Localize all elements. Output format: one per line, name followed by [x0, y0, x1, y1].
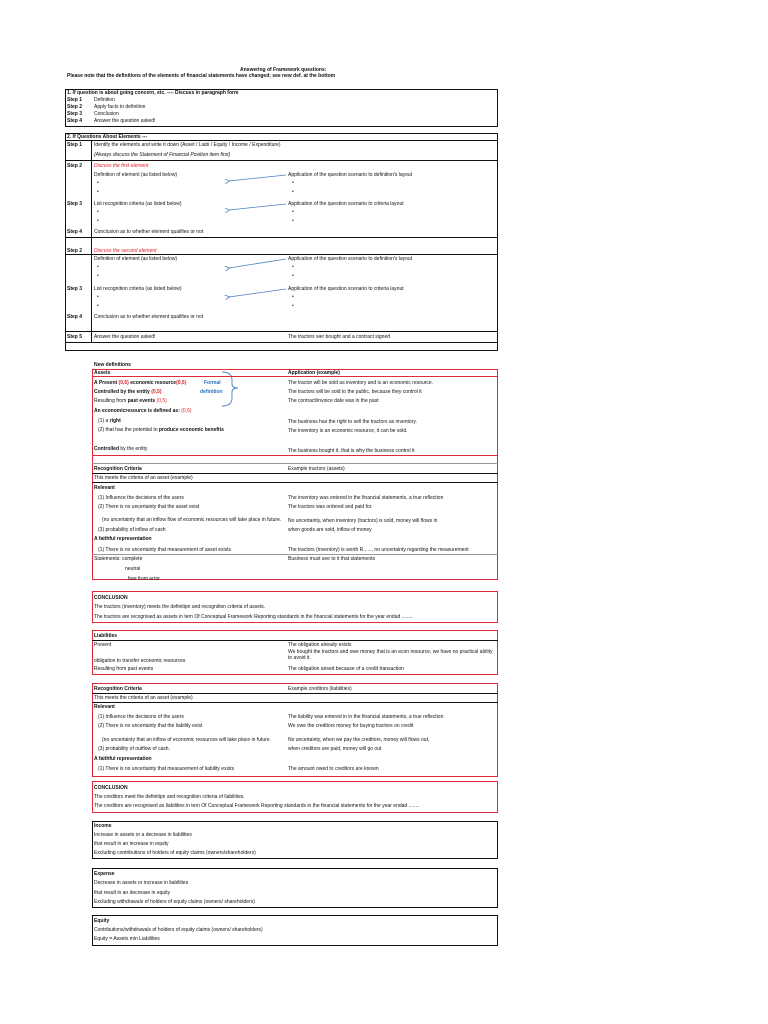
second-recognition: List recognition criteria (as listed below): [94, 286, 182, 292]
section2-heading: 2. If Questions About Elements ---: [67, 134, 148, 140]
liabilities-recognition-example: Example creditors (liabilities): [288, 686, 352, 692]
second-step2-label: Step 2: [67, 248, 83, 254]
liabilities-conclusion-heading: CONCLUSION: [94, 785, 128, 791]
second-application-definition: Application of the question scenario to definition's layout: [288, 256, 413, 262]
bullet: •: [97, 189, 99, 195]
liabilities-present: Present: [94, 642, 112, 648]
first-conclusion: Conclusion as to whether element qualifies or not: [94, 229, 204, 235]
divider: [92, 376, 498, 377]
second-step4-label: Step 4: [67, 314, 83, 320]
section2-step1-note: (Always discuss the Statement of Financial Position item first): [94, 152, 231, 158]
bullet: •: [292, 209, 294, 215]
section1-step4-text: Answer the question asked!: [94, 118, 156, 124]
divider: [92, 693, 498, 694]
equity-heading: Equity: [94, 918, 110, 924]
liabilities-relevant: Relevant: [94, 704, 115, 710]
section1-step3-text: Conclusion: [94, 111, 119, 117]
assets-conclusion-heading: CONCLUSION: [94, 595, 128, 601]
liabilities-heading: Liabilities: [94, 633, 118, 639]
assets-recog-app-6: Business must see to it that statements: [288, 556, 375, 562]
mark: (0,5): [151, 389, 162, 395]
arrow-line: [229, 259, 286, 268]
bullet: •: [97, 209, 99, 215]
text: right: [109, 418, 121, 424]
second-application-criteria: Application of the question scenario to criteria layout: [288, 286, 404, 292]
step5-text: Answer the question asked!: [94, 334, 156, 340]
assets-line2: [94, 389, 162, 395]
assets-recog-app-3: No uncertainty, when inventory (tractors) is sold, money will flows in: [288, 518, 438, 524]
assets-app-heading: Application (example): [288, 370, 340, 376]
first-definition: Definition of element (as listed below): [94, 172, 178, 178]
divider: [92, 702, 498, 703]
bullet: •: [292, 189, 294, 195]
assets-recog-app-2: The tractors was ordered and paid for.: [288, 504, 373, 510]
second-step3-label: Step 3: [67, 286, 83, 292]
arrow-line: [229, 289, 286, 297]
equity-line-2: Equity = Assets min Liabilities: [94, 936, 160, 942]
liabilities-r1: (1) Influence the decisions of the users: [98, 714, 184, 720]
text: Controlled: [94, 446, 119, 452]
income-heading: Income: [94, 823, 112, 829]
formal-label: Formal: [204, 380, 221, 386]
page-note: Please note that the definitions of the elements of financial statements have changed; see new def. at the bottom: [67, 73, 336, 79]
liabilities-recog-app-1: The liability was entered in in the financial statements, a true reflection: [288, 714, 444, 720]
section2-step1-label: Step 1: [67, 142, 83, 148]
assets-app-5: The inventory is an economic resource, it can be sold.: [288, 428, 408, 434]
liabilities-recog-app-3: No uncertainty, when we pay the creditors, money will flows out,: [288, 737, 430, 743]
liabilities-app-4: The obligation arised because of a credit transaction: [288, 666, 404, 672]
first-application-definition: Application of the question scenario to definition's layout: [288, 172, 413, 178]
assets-free: free from error: [128, 576, 160, 582]
text: economic resource: [128, 380, 177, 386]
bullet: •: [292, 264, 294, 270]
divider: [92, 554, 498, 555]
liabilities-recognition-meets: This meets the criteria of an asset (example): [94, 695, 193, 701]
liabilities-recog-app-2: We owe the creditors money for buying tractors on credit: [288, 723, 414, 729]
bullet: •: [292, 273, 294, 279]
expense-heading: Expense: [94, 871, 115, 877]
second-conclusion: Conclusion as to whether element qualifies or not: [94, 314, 204, 320]
second-element-heading: Discuss the second element: [94, 248, 157, 254]
page-title: Answering of Framework questions:: [240, 67, 327, 73]
arrow-line: [229, 175, 286, 181]
assets-recognition-meets: This meets the criteria of an asset (example): [94, 475, 193, 481]
liabilities-app-1: The obligation already exists: [288, 642, 352, 648]
bullet: •: [97, 218, 99, 224]
divider: [92, 640, 498, 641]
assets-line4: [94, 408, 192, 414]
assets-line7: [94, 446, 147, 452]
step5-label: Step 5: [67, 334, 83, 340]
bullet: •: [97, 273, 99, 279]
equity-line-1: Contributions/withdrawals of holders of equity claims (owners/ shareholders): [94, 927, 263, 933]
liabilities-recognition-heading: Recognition Criteria: [94, 686, 142, 692]
liabilities-r3: (no uncertainty that an inflow of economic resources will take place in future.: [102, 737, 271, 743]
arrow-line: [229, 204, 286, 210]
first-step3-label: Step 3: [67, 201, 83, 207]
section1-step1-text: Definition: [94, 97, 115, 103]
liabilities-recog-app-5: The amount owed to creditors are known: [288, 766, 379, 772]
expense-line-1: Decrease in assets or increase in liabilities: [94, 880, 189, 886]
assets-r1: (1) Influence the decisions of the users: [98, 495, 184, 501]
liabilities-r4: (3) probability of outflow of cash.: [98, 746, 170, 752]
section1-step4-label: Step 4: [67, 118, 83, 124]
liabilities-conclusion-line1: The creditors meet the definitipn and recognition criteria of liabilities.: [94, 794, 245, 800]
first-recognition: List recognition criteria (as listed below): [94, 201, 182, 207]
definition-label: definition: [200, 389, 223, 395]
assets-faithful: A faithful representation: [94, 536, 152, 542]
first-step4-label: Step 4: [67, 229, 83, 235]
divider: [92, 463, 498, 464]
liabilities-recog-app-4: when creditors are paid, money will go out: [288, 746, 382, 752]
income-line-2: that result in an increase in equity: [94, 841, 169, 847]
divider: [92, 455, 498, 456]
assets-app-4: The business has the right to sell the tractors as inventory.: [288, 419, 417, 425]
section1-heading: 1. If question is about going concern, etc. ---- Discuss in paragraph form: [67, 90, 239, 96]
mark: (0,5): [181, 408, 192, 414]
income-line-3: Excluding contributions of holders of equity claims (owners/shareholders): [94, 850, 256, 856]
text: by the entity: [119, 446, 148, 452]
assets-app-6: The business bought it, that is why the business control it: [288, 448, 415, 454]
first-step2-label: Step 2: [67, 163, 83, 169]
income-line-1: Increase in assets or a decrease in liabilities: [94, 832, 192, 838]
text: An economicresource is defined as:: [94, 408, 182, 414]
assets-conclusion-line2: The tractors are recognised as assets in tern Of Conceptual Framework Reporting standards in the financial statements for the year endad ........: [94, 614, 413, 620]
second-definition: Definition of element (as listed below): [94, 256, 178, 262]
assets-relevant: Relevant: [94, 485, 115, 491]
new-definitions-title: New definitions: [94, 362, 131, 368]
bullet: •: [292, 180, 294, 186]
bullet: •: [97, 180, 99, 186]
liabilities-conclusion-line2: The creditors are recognised as liabilities in tern Of Conceptual Framework Reporting standards in the financial statements for the year endad ........: [94, 803, 420, 809]
bullet: •: [97, 303, 99, 309]
assets-app-3: The contract/invoice date was in the past: [288, 398, 379, 404]
text: (1) a: [98, 418, 110, 424]
assets-recog-app-1: The inventory was entered in the financial statements, a true reflection: [288, 495, 444, 501]
assets-r4: (3) probability of inflow of cash: [98, 527, 166, 533]
section1-step1-label: Step 1: [67, 97, 83, 103]
text: (2) that has the potential to: [98, 427, 159, 433]
assets-recognition-heading: Recognition Criteria: [94, 466, 142, 472]
assets-r2: (2) There is no uncertainty that the asset exist: [98, 504, 200, 510]
text: Resulting from: [94, 398, 128, 404]
assets-heading: Assets: [94, 370, 111, 376]
text: A Present: [94, 380, 119, 386]
step5-example: The tractors wer bought and a contract signed: [288, 334, 391, 340]
expense-line-3: Excluding withdrawals of holders of equity claims (owners/ shareholders): [94, 899, 255, 905]
liabilities-faithful: A faithful representation: [94, 756, 152, 762]
bullet: •: [97, 264, 99, 270]
bullet: •: [97, 294, 99, 300]
section1-step2-label: Step 2: [67, 104, 83, 110]
assets-line6: [98, 427, 224, 433]
assets-recog-app-5: The tractors (inventory) is worth R......, no uncertainty regarding the measurement: [288, 547, 469, 553]
assets-r3: (no uncertainty that an inflow flow of economic resources will take place in future.: [102, 517, 282, 523]
liabilities-app-3: to avoid it.: [288, 655, 311, 661]
liabilities-resulting: Resulting from past events: [94, 666, 154, 672]
first-application-criteria: Application of the question scenario to criteria layout: [288, 201, 404, 207]
assets-statements: Statements: complete: [94, 556, 143, 562]
mark: (0,5): [118, 380, 129, 386]
assets-app-1: The tractor will be sold as inventory and is an economic resource.: [288, 380, 434, 386]
liabilities-r2: (2) There is no uncertainty that the liability exist: [98, 723, 203, 729]
divider: [92, 473, 498, 474]
liabilities-app-2: We bought the tractors and owe money that is an econ resource, we have no practical ability: [288, 649, 493, 655]
assets-app-2: The tractors will be sold to the public, because they control it: [288, 389, 422, 395]
bullet: •: [292, 294, 294, 300]
text: Controlled by the entity: [94, 389, 152, 395]
mark: (0,5): [155, 398, 167, 404]
liabilities-f1: (1) There is no uncertainty that measurement of liability exists: [98, 766, 235, 772]
liabilities-obligation: obligation to transfer economic resources: [94, 658, 186, 664]
assets-line5: [98, 418, 121, 424]
text: past events: [127, 398, 156, 404]
bullet: •: [292, 303, 294, 309]
assets-neutral: neutral: [125, 566, 141, 572]
first-element-heading: Discuss the first element: [94, 163, 149, 169]
assets-f1: (1) There is no uncertainty that measurement of asset exists: [98, 547, 232, 553]
divider: [92, 482, 498, 483]
mark: (0,5): [176, 380, 187, 386]
bullet: •: [292, 218, 294, 224]
assets-line1: [94, 380, 186, 386]
assets-conclusion-line1: The tractors (inventory) meets the definitipn and recognition criteria of assets.: [94, 604, 266, 610]
section1-step2-text: Apply facts to definition: [94, 104, 146, 110]
assets-recog-app-4: when goods are sold, inflow of money: [288, 527, 372, 533]
section2-step1-text: Identify the elements and write it down (Asset / Liabi / Equity / Income / Expenditure): [94, 142, 281, 148]
expense-line-2: that result in an decrease in equity: [94, 890, 171, 896]
text: produce economic benefits: [158, 427, 224, 433]
assets-line3: [94, 398, 167, 404]
section1-step3-label: Step 3: [67, 111, 83, 117]
assets-recognition-example: Example tractors (assets): [288, 466, 345, 472]
